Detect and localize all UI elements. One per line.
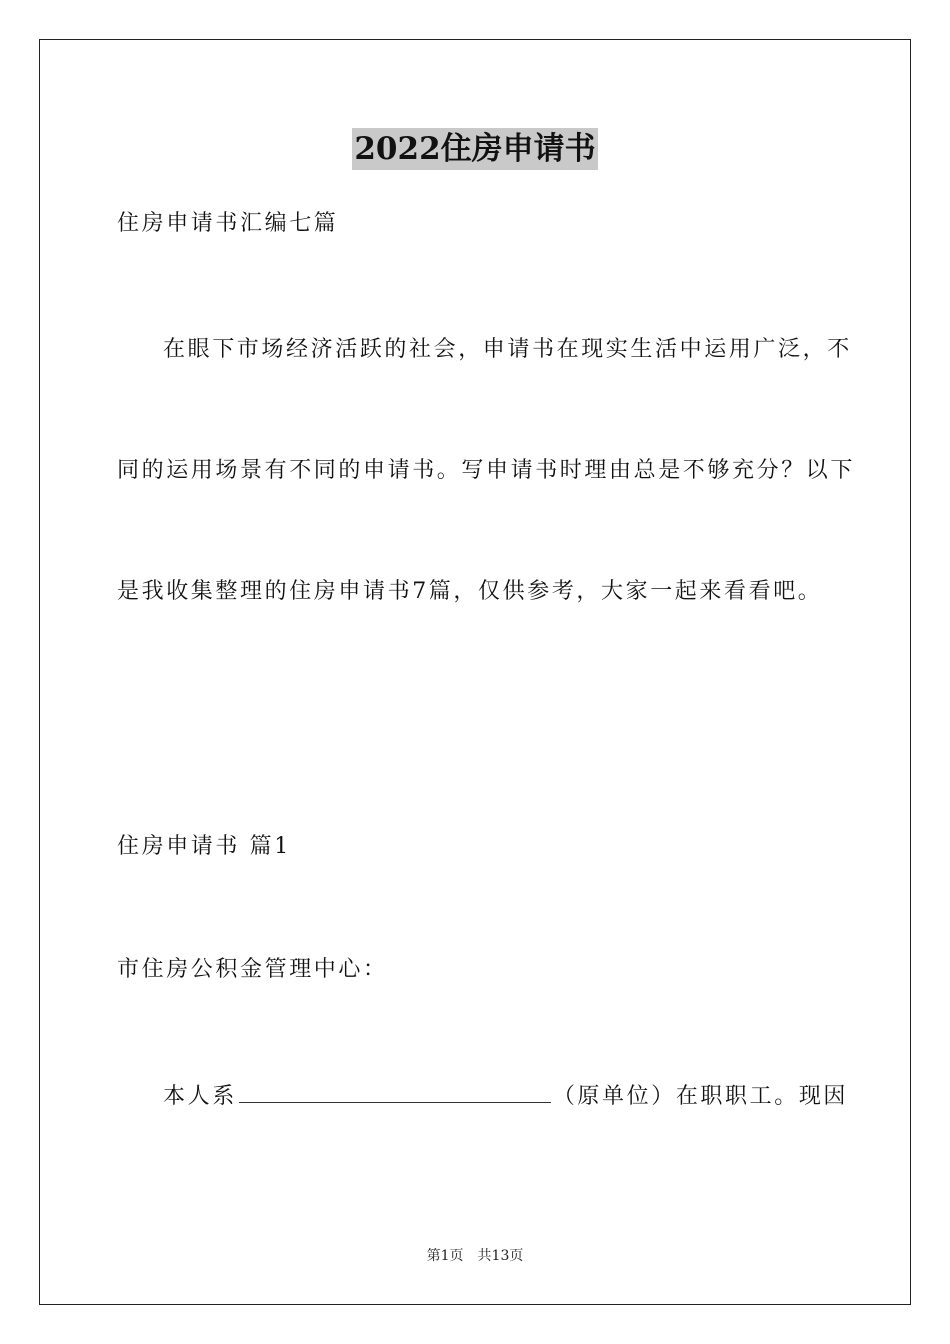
page-number: 第1页: [426, 1248, 464, 1264]
addressee: 市住房公积金管理中心：: [117, 957, 388, 982]
section-heading: 住房申请书 篇1: [117, 834, 291, 859]
intro-line-1: 在眼下市场经济活跃的社会，申请书在现实生活中运用广泛，不: [163, 337, 852, 362]
intro-line-2: 同的运用场景有不同的申请书。写申请书时理由总是不够充分？以下: [117, 458, 856, 483]
body-suffix: （原单位）在职职工。现因: [552, 1084, 849, 1109]
document-subtitle: 住房申请书汇编七篇: [117, 211, 339, 236]
document-title: 2022住房申请书: [352, 128, 597, 170]
title-container: [0, 128, 950, 170]
fill-in-blank: [239, 1080, 551, 1103]
page-total: 共13页: [477, 1248, 524, 1264]
intro-line-3: 是我收集整理的住房申请书7篇，仅供参考，大家一起来看看吧。: [117, 579, 823, 604]
body-line-1: [163, 1080, 848, 1112]
page-footer: [0, 1247, 950, 1265]
body-prefix: 本人系: [163, 1084, 237, 1109]
